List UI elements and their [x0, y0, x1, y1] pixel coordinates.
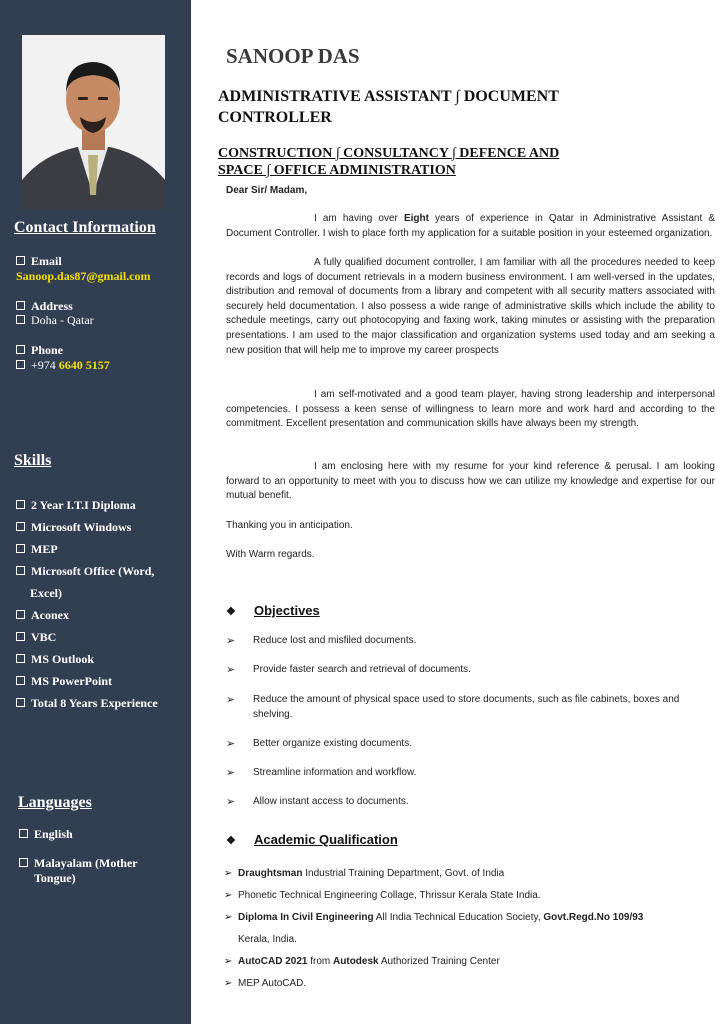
skill-item: Microsoft Windows [16, 520, 131, 535]
letter-paragraph-2: A fully qualified document controller, I am familiar with all the procedures needed to keep records and logs of document retrievals in a modern business environment. I am well-versed in the updates, distribution and removal of documents from a library and competent with all security matters associated with securely held documentation. I also possess a wide range of administrative skills which include the ability to schedule meetings, carry out photocopying and faxing work, taking minutes or assisting with the preparation presentations. I am used to the major classification and organization systems used today and am seeking a new position that will help me to improve my career prospects [226, 257, 715, 356]
academic-item: ➢ Phonetic Technical Engineering Collage, Thrissur Kerala State India. [224, 890, 541, 901]
arrow-bullet-icon: ➢ [226, 664, 236, 676]
checkbox-icon [16, 544, 25, 553]
skill-item: Total 8 Years Experience [16, 696, 158, 711]
email-value[interactable]: Sanoop.das87@gmail.com [16, 269, 151, 283]
checkbox-icon [16, 654, 25, 663]
academic-item-continuation: Kerala, India. [238, 934, 297, 945]
checkbox-icon [16, 698, 25, 707]
skill-item: MEP [16, 542, 58, 557]
phone-label: Phone [16, 343, 63, 358]
checkbox-icon [16, 315, 25, 324]
sectors: CONSTRUCTION ∫ CONSULTANCY ∫ DEFENCE AND SPACE ∫ OFFICE ADMINISTRATION [218, 146, 560, 178]
objective-item: ➢ Reduce lost and misfiled documents. [226, 635, 417, 647]
objectives-heading: ❖ Objectives [226, 603, 320, 618]
checkbox-icon [16, 256, 25, 265]
language-item: English [19, 827, 73, 842]
checkbox-icon [16, 345, 25, 354]
checkbox-icon [16, 500, 25, 509]
sidebar [0, 0, 191, 1024]
phone-number: 6640 5157 [58, 358, 110, 372]
arrow-bullet-icon: ➢ [226, 738, 236, 750]
profile-photo [22, 35, 165, 209]
checkbox-icon [19, 858, 28, 867]
skill-item: MS PowerPoint [16, 674, 112, 689]
checkbox-icon [16, 676, 25, 685]
checkbox-icon [16, 632, 25, 641]
objective-item: ➢ Better organize existing documents. [226, 738, 412, 750]
arrow-bullet-icon: ➢ [226, 796, 236, 808]
arrow-bullet-icon: ➢ [224, 890, 233, 901]
address-value: Doha - Qatar [16, 313, 94, 328]
academic-heading: ❖ Academic Qualification [226, 832, 398, 847]
letter-thanks: Thanking you in anticipation. [226, 520, 353, 531]
letter-greeting: Dear Sir/ Madam, [226, 185, 308, 196]
letter-paragraph-4: I am enclosing here with my resume for your kind reference & perusal. I am looking forward to an opportunity to meet with you to discuss how we can utilize my knowledge and expertise for our mutual benefit. [226, 461, 715, 502]
skill-item: VBC [16, 630, 56, 645]
arrow-bullet-icon: ➢ [224, 912, 233, 923]
letter-paragraph-3: I am self-motivated and a good team player, having strong leadership and interpersonal competencies. I possess a keen sense of willingness to learn more and work hard and according to the commitment. Excellent presentation and communication skills have always been my strength. [226, 389, 715, 430]
academic-item: ➢ Draughtsman Industrial Training Department, Govt. of India [224, 868, 505, 879]
arrow-bullet-icon: ➢ [226, 694, 236, 706]
objective-item: ➢ Allow instant access to documents. [226, 796, 409, 808]
email-label: Email [16, 254, 62, 269]
academic-item: ➢ MEP AutoCAD. [224, 978, 307, 989]
objective-item: ➢ Provide faster search and retrieval of documents. [226, 664, 471, 676]
objective-item: ➢ Streamline information and workflow. [226, 767, 417, 779]
candidate-name: SANOOP DAS [226, 44, 360, 68]
diamond-bullet-icon: ❖ [226, 835, 236, 847]
arrow-bullet-icon: ➢ [224, 956, 233, 967]
job-role: ADMINISTRATIVE ASSISTANT ∫ DOCUMENT CONTROLLER [218, 88, 559, 126]
checkbox-icon [16, 360, 25, 369]
skill-item: Aconex [16, 608, 69, 623]
objective-item: ➢ Reduce the amount of physical space used to store documents, such as file cabinets, boxes and shelving. [226, 694, 680, 720]
languages-heading: Languages [18, 794, 92, 811]
skill-item: Microsoft Office (Word, [16, 564, 154, 579]
checkbox-icon [16, 566, 25, 575]
arrow-bullet-icon: ➢ [224, 978, 233, 989]
skill-item: MS Outlook [16, 652, 94, 667]
skill-item: 2 Year I.T.I Diploma [16, 498, 136, 513]
address-label: Address [16, 299, 73, 314]
language-item: Malayalam (Mother [19, 856, 138, 871]
checkbox-icon [16, 610, 25, 619]
language-item-continuation: Tongue) [34, 871, 76, 885]
checkbox-icon [16, 522, 25, 531]
skills-heading: Skills [14, 452, 52, 469]
diamond-bullet-icon: ❖ [226, 606, 236, 618]
profile-photo-illustration [22, 35, 165, 209]
arrow-bullet-icon: ➢ [226, 767, 236, 779]
checkbox-icon [19, 829, 28, 838]
arrow-bullet-icon: ➢ [224, 868, 233, 879]
contact-heading: Contact Information [14, 219, 156, 236]
skill-item-continuation: Excel) [30, 586, 62, 600]
arrow-bullet-icon: ➢ [226, 635, 236, 647]
phone-value: +974 6640 5157 [16, 358, 110, 373]
checkbox-icon [16, 301, 25, 310]
academic-item: ➢ AutoCAD 2021 from Autodesk Authorized Training Center [224, 956, 500, 967]
letter-paragraph-1: I am having over Eight years of experience in Qatar in Administrative Assistant & Document Controller. I wish to place forth my application for a suitable position in your esteemed organization. [226, 213, 715, 239]
letter-regards: With Warm regards. [226, 549, 315, 560]
academic-item: ➢ Diploma In Civil Engineering All India Technical Education Society, Govt.Regd.No 109/93 [224, 912, 644, 923]
